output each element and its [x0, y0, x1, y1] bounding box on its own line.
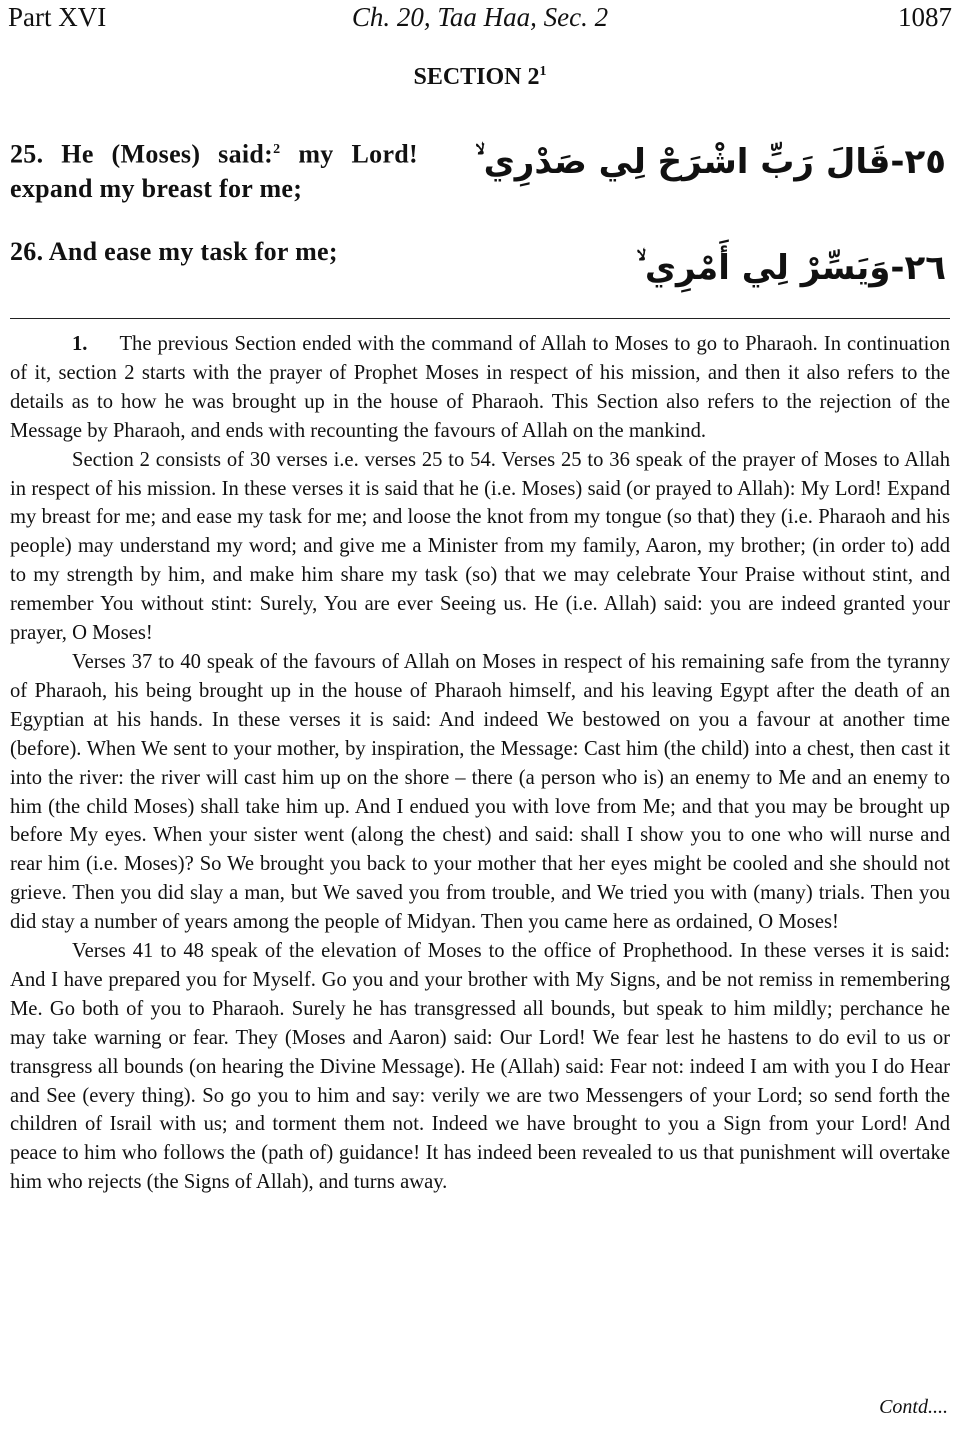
verse-26-arabic: ٢٦-وَيَسِّرْ لِي أَمْرِي ۙ [636, 248, 946, 288]
page-number: 1087 [898, 2, 952, 32]
section-title [0, 64, 960, 91]
commentary-paragraph-text: The previous Section ended with the command of Allah to Moses to go to Pharaoh. In continuation of it, section 2 starts with the prayer of Prophet Moses in respect of his mission, and then it also refers to the details as to how he was brought up in the house of Pharaoh. This Section also refers to the rejection of the Message by Pharaoh, and ends with recounting the favours of Allah on the mankind. [10, 333, 950, 442]
verse-25-translation [10, 133, 418, 206]
section-title-text: SECTION 2 [413, 64, 540, 90]
section-footnote-ref: 1 [539, 64, 547, 79]
running-header [8, 2, 952, 36]
verse-25-footnote-ref: 2 [273, 142, 281, 157]
continued-label: Contd.... [879, 1396, 948, 1418]
verse-26-translation: 26. And ease my task for me; [10, 237, 338, 266]
commentary [10, 330, 950, 1197]
commentary-paragraph: Section 2 consists of 30 verses i.e. verses 25 to 54. Verses 25 to 36 speak of the prayer of Moses to Allah in respect of his mission. In these verses it is said that he (i.e. Moses) said (or prayed to Allah): My Lord! Expand my breast for me; and ease my task for me; and loose the knot from my tongue (so that) they (i.e. Pharaoh and his people) may understand my word; and give me a Minister from my family, Aaron, my brother; (in order to) add to my strength by him, and make him share my task (so) that we may celebrate Your Praise without stint, and remember You without stint: Surely, You are ever Seeing us. He (i.e. Allah) said: you are indeed granted your prayer, O Moses! [10, 448, 950, 645]
divider-rule [10, 318, 950, 319]
note-number: 1. [72, 333, 88, 355]
verse-25-arabic: ٢٥-قَالَ رَبِّ اشْرَحْ لِي صَدْرِي ۙ [475, 142, 946, 182]
verse-25-prefix: 25. He (Moses) said: [10, 139, 274, 169]
verse-25-suffix: my Lord! expand my breast for me; [10, 139, 418, 203]
commentary-paragraph: Verses 37 to 40 speak of the favours of Allah on Moses in respect of his remaining safe from the tyranny of Pharaoh, his being brought up in the house of Pharaoh himself, and his leaving Egypt after the death of an Egyptian at his hands. In these verses it is said: And indeed We bestowed on you a favour at another time (before). When We sent to your mother, by inspiration, the Message: Cast him (the child) into a chest, then cast it into the river: the river will cast him up on the shore – there (a person who is) an enemy to Me and an enemy to him (the child Moses) shall take him up. And I endued you with love from Me; and that you may be brought up before My eyes. When your sister went (along the chest) and said: shall I show you to one who will nurse and rear him (i.e. Moses)? So We brought you back to your mother that her eyes might be cooled and she should not grieve. Then you did slay a man, but We saved you from trouble, and We tried you with (many) trials. Then you did stay a number of years among the people of Midyan. Then you came here as ordained, O Moses! [10, 650, 950, 934]
chapter-label: Ch. 20, Taa Haa, Sec. 2 [351, 2, 609, 32]
commentary-paragraph [10, 330, 950, 446]
commentary-paragraph: Verses 41 to 48 speak of the elevation of Moses to the office of Prophethood. In these verses it is said: And I have prepared you for Myself. Go you and your brother with My Signs, and be not remiss in remembering Me. Go both of you to Pharaoh. Surely he has transgressed all bounds, but speak to him mildly; perchance he may take warning or fear. They (Moses and Aaron) said: Our Lord! We fear lest he hastens to do evil to us or transgress all bounds (on hearing the Divine Message). He (Allah) said: Fear not: indeed I am with you I do Hear and See (every thing). So go you to him and say: verily we are two Messengers of your Lord; so send forth the children of Israil with us; and torment them not. Indeed we have brought to you a Sign from your Lord! And peace to him who follows the (path of) guidance! It has indeed been revealed to us that punishment will overtake him who rejects (the Signs of Allah), and turns away. [10, 940, 950, 1194]
part-label: Part XVI [8, 2, 107, 32]
